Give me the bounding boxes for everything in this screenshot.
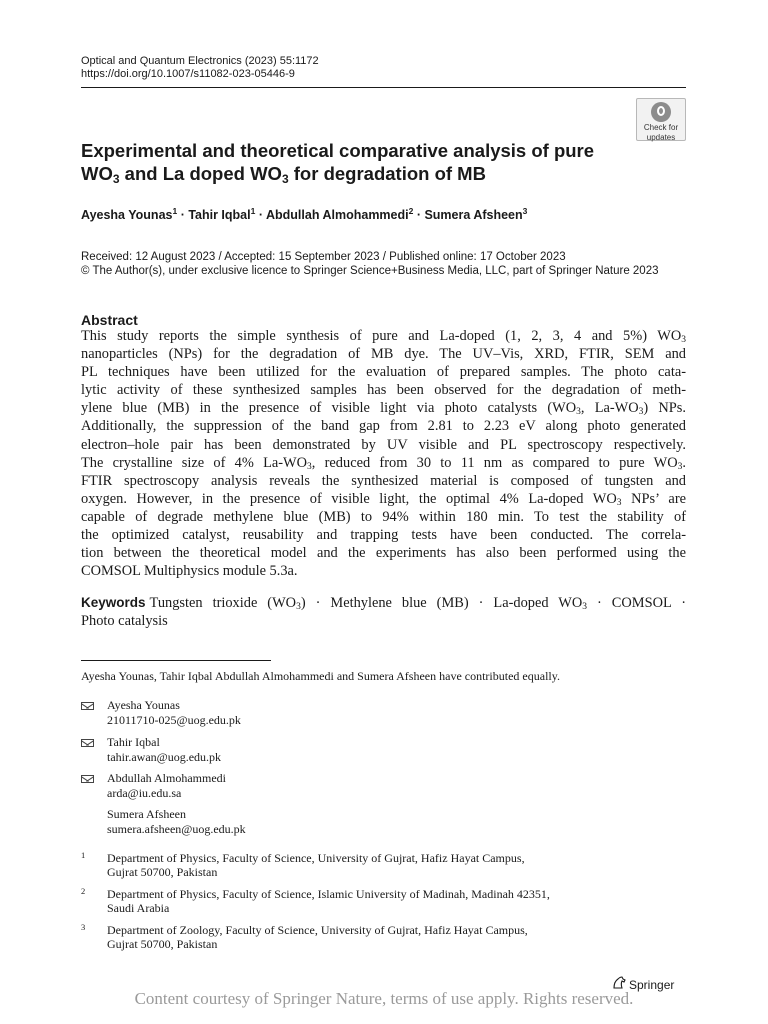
- doi-link[interactable]: https://doi.org/10.1007/s11082-023-05446-9: [81, 68, 295, 80]
- contact-email[interactable]: 21011710-025@uog.edu.pk: [107, 713, 241, 727]
- contribution-note: Ayesha Younas, Tahir Iqbal Abdullah Almohammedi and Sumera Afsheen have contributed equally.: [81, 669, 560, 683]
- author-name[interactable]: Tahir Iqbal: [188, 208, 251, 222]
- contact-email[interactable]: arda@iu.edu.sa: [107, 786, 182, 800]
- footnote-rule: [81, 660, 271, 661]
- author-list: Ayesha Younas$^1$ · Tahir Iqbal$^1$ · Abdullah Almohammedi$^2$ · Sumera Afsheen$^3$: [81, 206, 528, 222]
- contact-email[interactable]: sumera.afsheen@uog.edu.pk: [107, 822, 246, 836]
- affiliation-number: 1: [81, 850, 86, 860]
- affiliation: 1 Department of Physics, Faculty of Science, University of Gujrat, Hafiz Hayat Campus, Gujrat 50700, Pakistan: [81, 850, 525, 879]
- copyright-watermark: Content courtesy of Springer Nature, terms of use apply. Rights reserved.: [134, 989, 634, 1008]
- publication-dates: Received: 12 August 2023 / Accepted: 15 September 2023 / Published online: 17 October 2023: [81, 251, 566, 263]
- author-affiliation-mark: 1: [250, 206, 256, 216]
- author-name[interactable]: Ayesha Younas: [81, 208, 173, 222]
- affiliation: 3 Department of Zoology, Faculty of Science, University of Gujrat, Hafiz Hayat Campus, Gujrat 50700, Pakistan: [81, 922, 528, 951]
- envelope-icon[interactable]: [81, 775, 94, 783]
- contact-name: Abdullah Almohammedi: [107, 771, 226, 785]
- header-rule: [81, 87, 686, 88]
- envelope-icon[interactable]: [81, 702, 94, 710]
- crossmark-icon: [651, 102, 671, 122]
- journal-citation: Optical and Quantum Electronics (2023) 55:1172: [81, 55, 319, 67]
- abstract-heading: Abstract: [81, 312, 138, 328]
- keywords: Keywords Tungsten trioxide $(WO_3)$ · Methylene blue (MB) · La-doped $WO_3$ · COMSOL · Photo catalysis: [81, 595, 686, 629]
- affiliation-number: 3: [81, 922, 86, 932]
- author-name[interactable]: Sumera Afsheen: [424, 208, 523, 222]
- affiliation: 2 Department of Physics, Faculty of Science, Islamic University of Madinah, Madinah 42351, Saudi Arabia: [81, 886, 550, 915]
- article-title: Experimental and theoretical comparative analysis of pure $WO_3$ and La doped $WO_3$ for degradation of MB: [81, 140, 595, 186]
- author-affiliation-mark: 2: [408, 206, 414, 216]
- contact-name: Ayesha Younas: [107, 698, 180, 712]
- keywords-label: Keywords: [81, 595, 146, 610]
- springer-logo: Springer: [612, 976, 674, 992]
- author-name[interactable]: Abdullah Almohammedi: [266, 208, 409, 222]
- check-for-updates-badge[interactable]: [636, 98, 686, 141]
- contact-entry: [81, 735, 221, 765]
- affiliation-number: 2: [81, 886, 86, 896]
- contact-entry: [81, 807, 246, 837]
- contact-entry: [81, 698, 241, 728]
- abstract-text: This study reports the simple synthesis of pure and La-doped (1, 2, 3, 4 and 5%) $WO_3$ nanoparticles (NPs) for the degradation of MB dye. The UV–Vis, XRD, FTIR, SEM and PL techniques have been utilized for the evaluation of prepared samples. The photo cata- lytic activity of these synthesized samples has been observed for the degradation of meth- ylene blue (MB) in the presence of visible light via photo catalysts ($WO_3$, $La-WO_3$) NPs. Additionally, the suppression of the band gap from 2.81 to 2.23 eV along photo generated electron–hole pair has been demonstrated by UV visible and PL spectroscopy respectively. The crystalline size of 4% $La-WO_3$, reduced from 30 to 11 nm as compared to pure $WO_3$. FTIR spectroscopy analysis reveals the synthesized material is composed of tungsten and oxygen. However, in the presence of visible light, the optimal 4% La-doped $WO_3$ NPs’ are capable of degrade methylene blue (MB) to 94% within 180 min. To test the stability of the optimized catalyst, reusability and trapping tests have been conducted. The correla- tion between the theoretical model and the experiments has also been performed using the COMSOL Multiphysics module 5.3a.: [81, 328, 687, 580]
- author-affiliation-mark: 1: [172, 206, 178, 216]
- contact-email[interactable]: tahir.awan@uog.edu.pk: [107, 750, 222, 764]
- author-affiliation-mark: 3: [522, 206, 528, 216]
- badge-label-line2: updates: [646, 133, 676, 142]
- copyright-notice: © The Author(s), under exclusive licence to Springer Science+Business Media, LLC, part of Springer Nature 2023: [81, 265, 659, 277]
- envelope-icon[interactable]: [81, 739, 94, 747]
- badge-label-line1: Check for: [643, 123, 679, 132]
- contact-entry: [81, 771, 226, 801]
- contact-name: Sumera Afsheen: [107, 807, 186, 821]
- contact-name: Tahir Iqbal: [107, 735, 160, 749]
